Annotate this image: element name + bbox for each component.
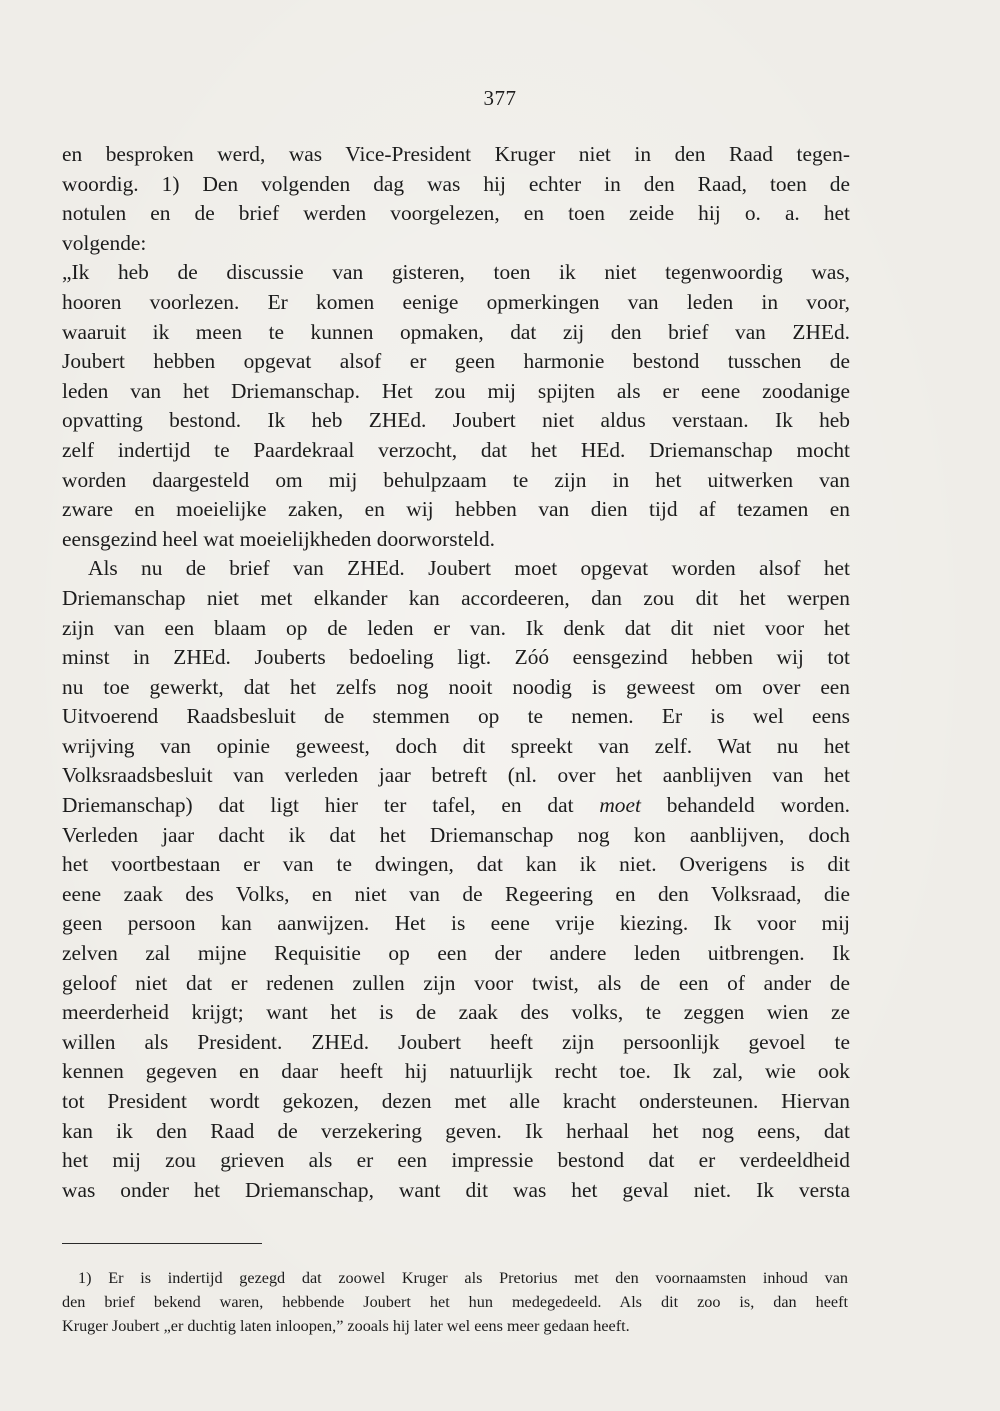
text-line: kan ik den Raad de verzekering geven. Ik herhaal het nog eens, dat [62, 1118, 850, 1143]
footnote-divider [62, 1243, 262, 1244]
footnote-line: Kruger Joubert „er duchtig laten inloopen,” zooals hij later wel eens meer gedaan heeft. [62, 1317, 630, 1335]
text-line: minst in ZHEd. Jouberts bedoeling ligt. Zóó eensgezind hebben wij tot [62, 645, 850, 670]
body-text [62, 140, 850, 1205]
text-line: het mij zou grieven als er een impressie bestond dat er verdeeldheid [62, 1148, 850, 1173]
text-line: was onder het Driemanschap, want dit was het geval niet. Ik versta [62, 1177, 850, 1202]
text-line: zelven zal mijne Requisitie op een der andere leden uitbrengen. Ik [62, 941, 850, 966]
page-number: 377 [483, 86, 517, 110]
footnote-line: 1) Er is indertijd gezegd dat zoowel Kruger als Pretorius met den voornaamsten inhoud van [78, 1269, 848, 1287]
text-line: zelf indertijd te Paardekraal verzocht, dat het HEd. Driemanschap mocht [62, 437, 850, 462]
text-line: kennen gegeven en daar heeft hij natuurlijk recht toe. Ik zal, wie ook [62, 1059, 850, 1084]
text-line: worden daargesteld om mij behulpzaam te zijn in het uitwerken van [62, 467, 850, 492]
text-line: Uitvoerend Raadsbesluit de stemmen op te nemen. Er is wel eens [62, 704, 850, 729]
text-line: woordig. 1) Den volgenden dag was hij echter in den Raad, toen de [62, 171, 850, 196]
text-line: wrijving van opinie geweest, doch dit spreekt van zelf. Wat nu het [62, 733, 850, 758]
text-line: Joubert hebben opgevat alsof er geen harmonie bestond tusschen de [62, 349, 850, 374]
text-line: zware en moeielijke zaken, en wij hebben van dien tijd af tezamen en [62, 497, 850, 522]
text-line: Verleden jaar dacht ik dat het Driemanschap nog kon aanblijven, doch [62, 822, 850, 847]
text-line: geen persoon kan aanwijzen. Het is eene vrije kiezing. Ik voor mij [62, 911, 850, 936]
text-line: Driemanschap niet met elkander kan accordeeren, dan zou dit het werpen [62, 585, 850, 610]
text-line: „Ik heb de discussie van gisteren, toen ik niet tegenwoordig was, [62, 260, 850, 285]
text-line: het voortbestaan er van te dwingen, dat kan ik niet. Overigens is dit [62, 852, 850, 877]
text-line: opvatting bestond. Ik heb ZHEd. Joubert niet aldus verstaan. Ik heb [62, 408, 850, 433]
italic-emphasis: moet [599, 793, 641, 818]
text-line: en besproken werd, was Vice-President Kruger niet in den Raad tegen- [62, 142, 850, 166]
text-line: zijn van een blaam op de leden er van. Ik denk dat dit niet voor het [62, 615, 850, 640]
text-line: willen als President. ZHEd. Joubert heeft zijn persoonlijk gevoel te [62, 1029, 850, 1054]
text-line: leden van het Driemanschap. Het zou mij spijten als er eene zoodanige [62, 378, 850, 403]
text-line: waaruit ik meen te kunnen opmaken, dat zij den brief van ZHEd. [62, 319, 850, 344]
text-line: geloof niet dat er redenen zullen zijn voor twist, als de een of ander de [62, 970, 850, 995]
text-line: volgende: [62, 230, 147, 255]
text-line-with-italic: Driemanschap) dat ligt hier ter tafel, en dat moet behandeld worden. [62, 793, 850, 818]
text-line: notulen en de brief werden voorgelezen, en toen zeide hij o. a. het [62, 201, 850, 226]
text-line: eensgezind heel wat moeielijkheden doorworsteld. [62, 526, 496, 551]
text-line: tot President wordt gekozen, dezen met alle kracht ondersteunen. Hiervan [62, 1089, 850, 1113]
footnote-line: den brief bekend waren, hebbende Joubert het hun medegedeeld. Als dit zoo is, dan heeft [62, 1293, 848, 1311]
text-line: hooren voorlezen. Er komen eenige opmerkingen van leden in voor, [62, 289, 850, 314]
text-line: nu toe gewerkt, dat het zelfs nog nooit noodig is geweest om over een [62, 674, 850, 699]
text-line: eene zaak des Volks, en niet van de Regeering en den Volksraad, die [62, 881, 850, 906]
text-line: Als nu de brief van ZHEd. Joubert moet opgevat worden alsof het [88, 556, 850, 581]
text-line: Volksraadsbesluit van verleden jaar betreft (nl. over het aanblijven van het [62, 763, 850, 788]
text-line: meerderheid krijgt; want het is de zaak des volks, te zeggen wien ze [62, 1000, 850, 1025]
footnotes [62, 1266, 848, 1338]
